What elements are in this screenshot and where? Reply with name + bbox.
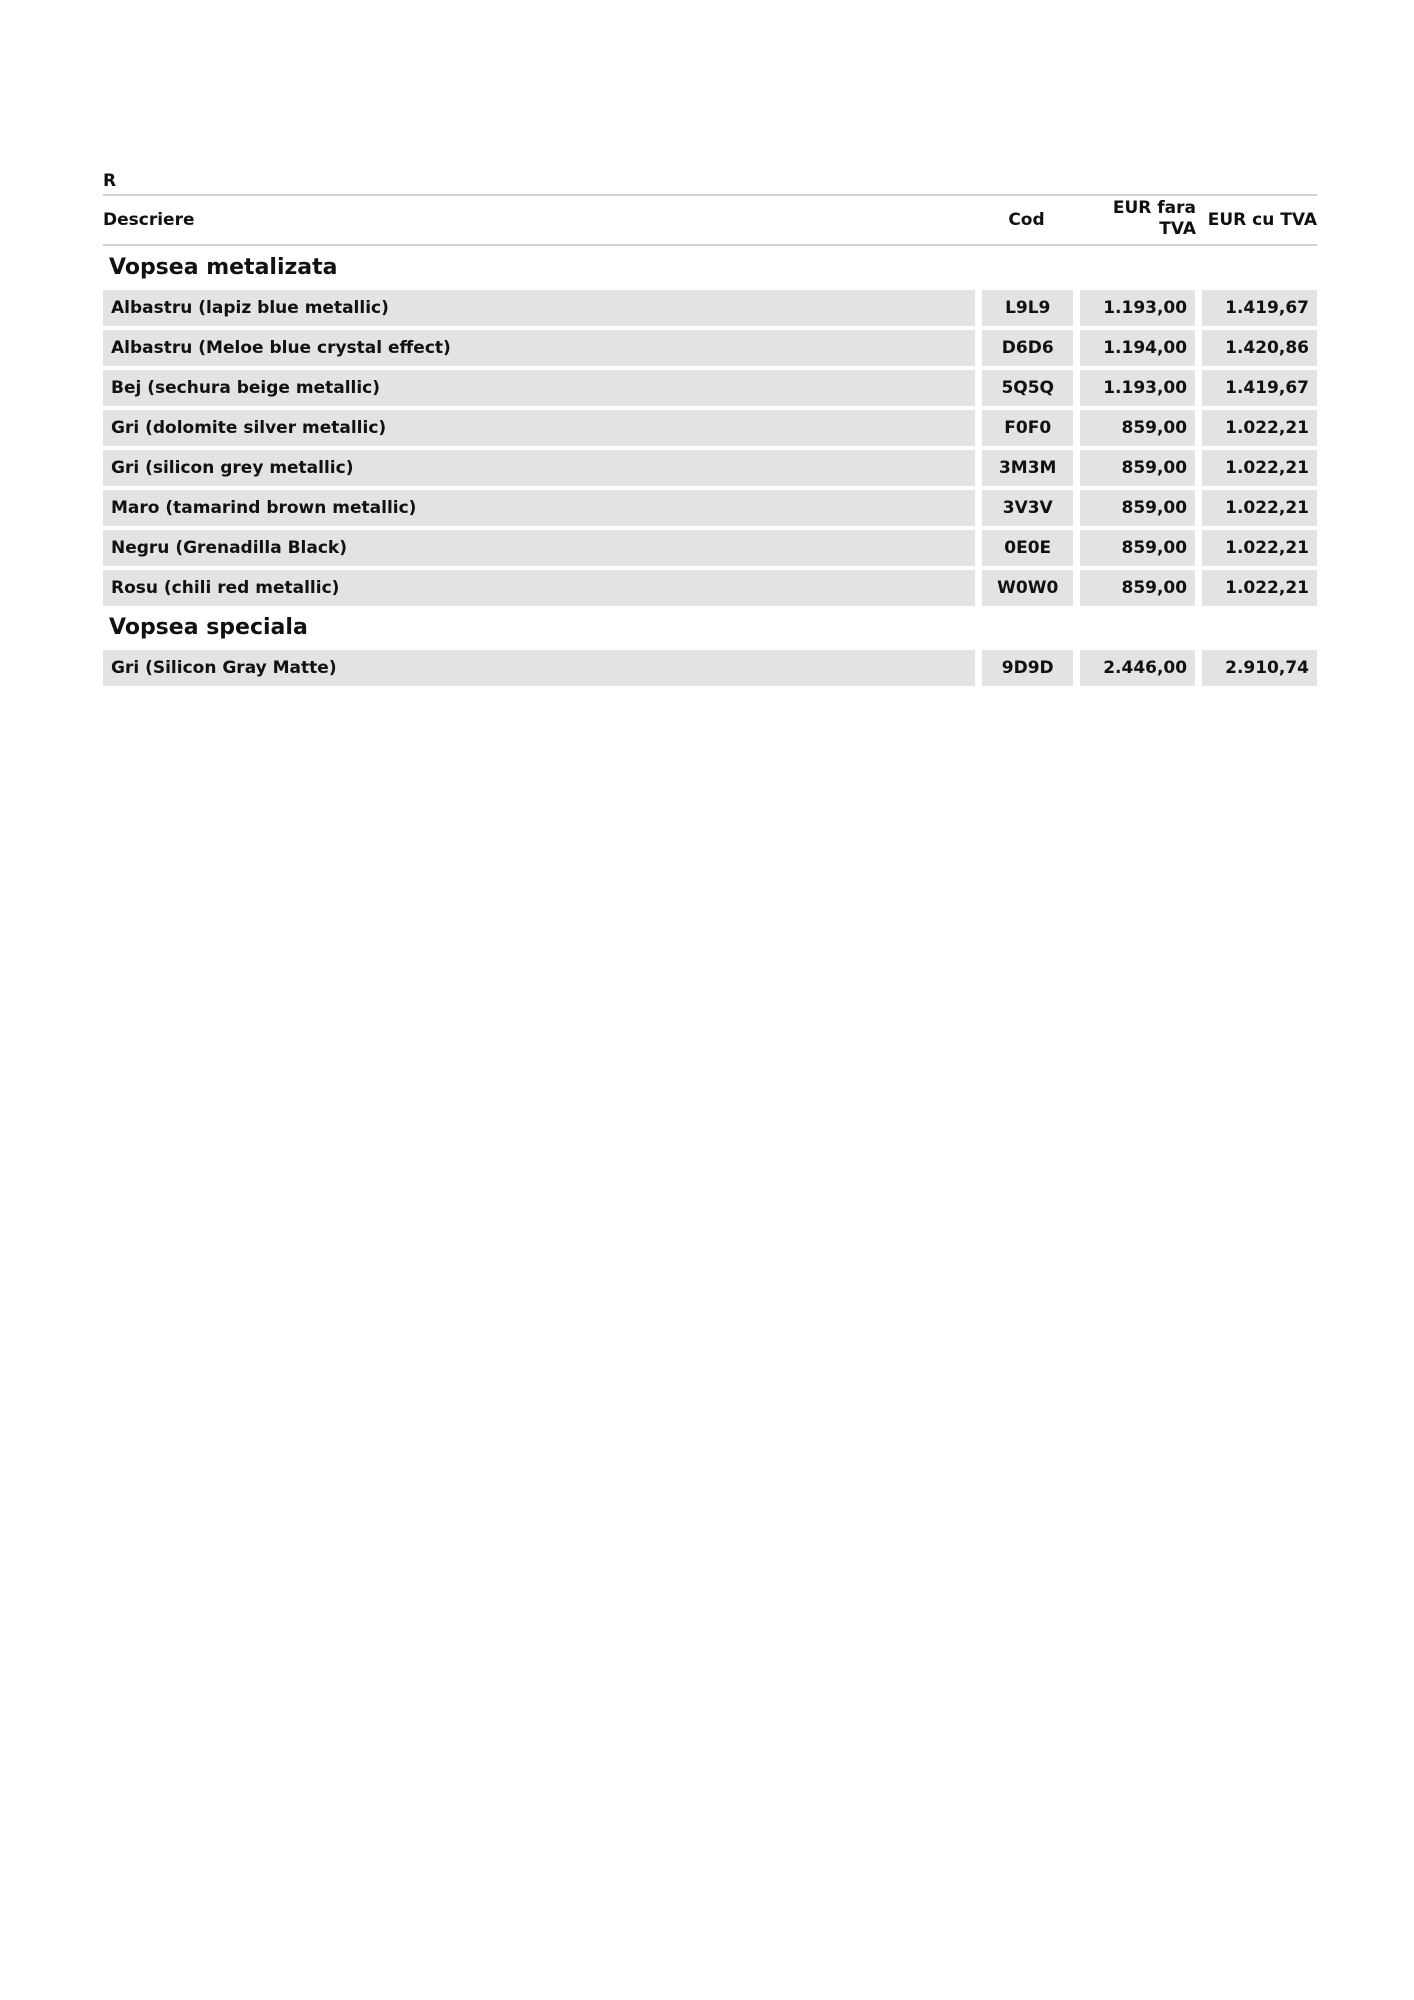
row-net-price: 859,00 (1080, 490, 1195, 526)
row-net-price: 2.446,00 (1080, 650, 1195, 686)
header-description: Descriere (103, 210, 195, 230)
table-row (103, 330, 1317, 366)
row-gross-price: 1.419,67 (1202, 290, 1317, 326)
row-gross-price: 1.022,21 (1202, 410, 1317, 446)
section-title: Vopsea metalizata (109, 255, 338, 280)
header-gross-price: EUR cu TVA (1207, 210, 1317, 230)
row-description: Albastru (lapiz blue metallic) (103, 290, 975, 326)
row-gross-price: 1.022,21 (1202, 570, 1317, 606)
section-rows (103, 290, 1317, 606)
table-row (103, 410, 1317, 446)
table-row (103, 530, 1317, 566)
row-net-price: 859,00 (1080, 570, 1195, 606)
header-net-price (1075, 198, 1196, 240)
row-gross-price: 1.420,86 (1202, 330, 1317, 366)
row-net-price: 859,00 (1080, 450, 1195, 486)
table-row (103, 370, 1317, 406)
row-description: Albastru (Meloe blue crystal effect) (103, 330, 975, 366)
row-net-price: 1.194,00 (1080, 330, 1195, 366)
row-gross-price: 1.419,67 (1202, 370, 1317, 406)
table-row (103, 570, 1317, 606)
row-gross-price: 2.910,74 (1202, 650, 1317, 686)
row-net-price: 1.193,00 (1080, 290, 1195, 326)
table-row (103, 490, 1317, 526)
row-gross-price: 1.022,21 (1202, 530, 1317, 566)
row-code: 3V3V (982, 490, 1073, 526)
row-net-price: 859,00 (1080, 410, 1195, 446)
row-code: F0F0 (982, 410, 1073, 446)
section-special-paint (103, 606, 1317, 686)
row-description: Gri (silicon grey metallic) (103, 450, 975, 486)
table-row (103, 450, 1317, 486)
table-row (103, 650, 1317, 686)
row-net-price: 859,00 (1080, 530, 1195, 566)
row-code: L9L9 (982, 290, 1073, 326)
section-rows (103, 650, 1317, 686)
header-code: Cod (1008, 210, 1045, 230)
section-metallic-paint (103, 246, 1317, 606)
row-code: W0W0 (982, 570, 1073, 606)
table-row (103, 290, 1317, 326)
row-code: 0E0E (982, 530, 1073, 566)
row-gross-price: 1.022,21 (1202, 450, 1317, 486)
table-header (103, 194, 1317, 246)
row-code: D6D6 (982, 330, 1073, 366)
row-description: Gri (dolomite silver metallic) (103, 410, 975, 446)
row-gross-price: 1.022,21 (1202, 490, 1317, 526)
page-letter: R (103, 171, 117, 191)
row-description: Rosu (chili red metallic) (103, 570, 975, 606)
price-list-document (103, 168, 1317, 686)
row-code: 5Q5Q (982, 370, 1073, 406)
row-code: 9D9D (982, 650, 1073, 686)
header-net-line1: EUR fara (1112, 198, 1196, 218)
row-description: Negru (Grenadilla Black) (103, 530, 975, 566)
section-title: Vopsea speciala (109, 615, 308, 640)
row-description: Bej (sechura beige metallic) (103, 370, 975, 406)
row-code: 3M3M (982, 450, 1073, 486)
row-description: Gri (Silicon Gray Matte) (103, 650, 975, 686)
header-net-line2: TVA (1159, 219, 1196, 239)
row-description: Maro (tamarind brown metallic) (103, 490, 975, 526)
row-net-price: 1.193,00 (1080, 370, 1195, 406)
